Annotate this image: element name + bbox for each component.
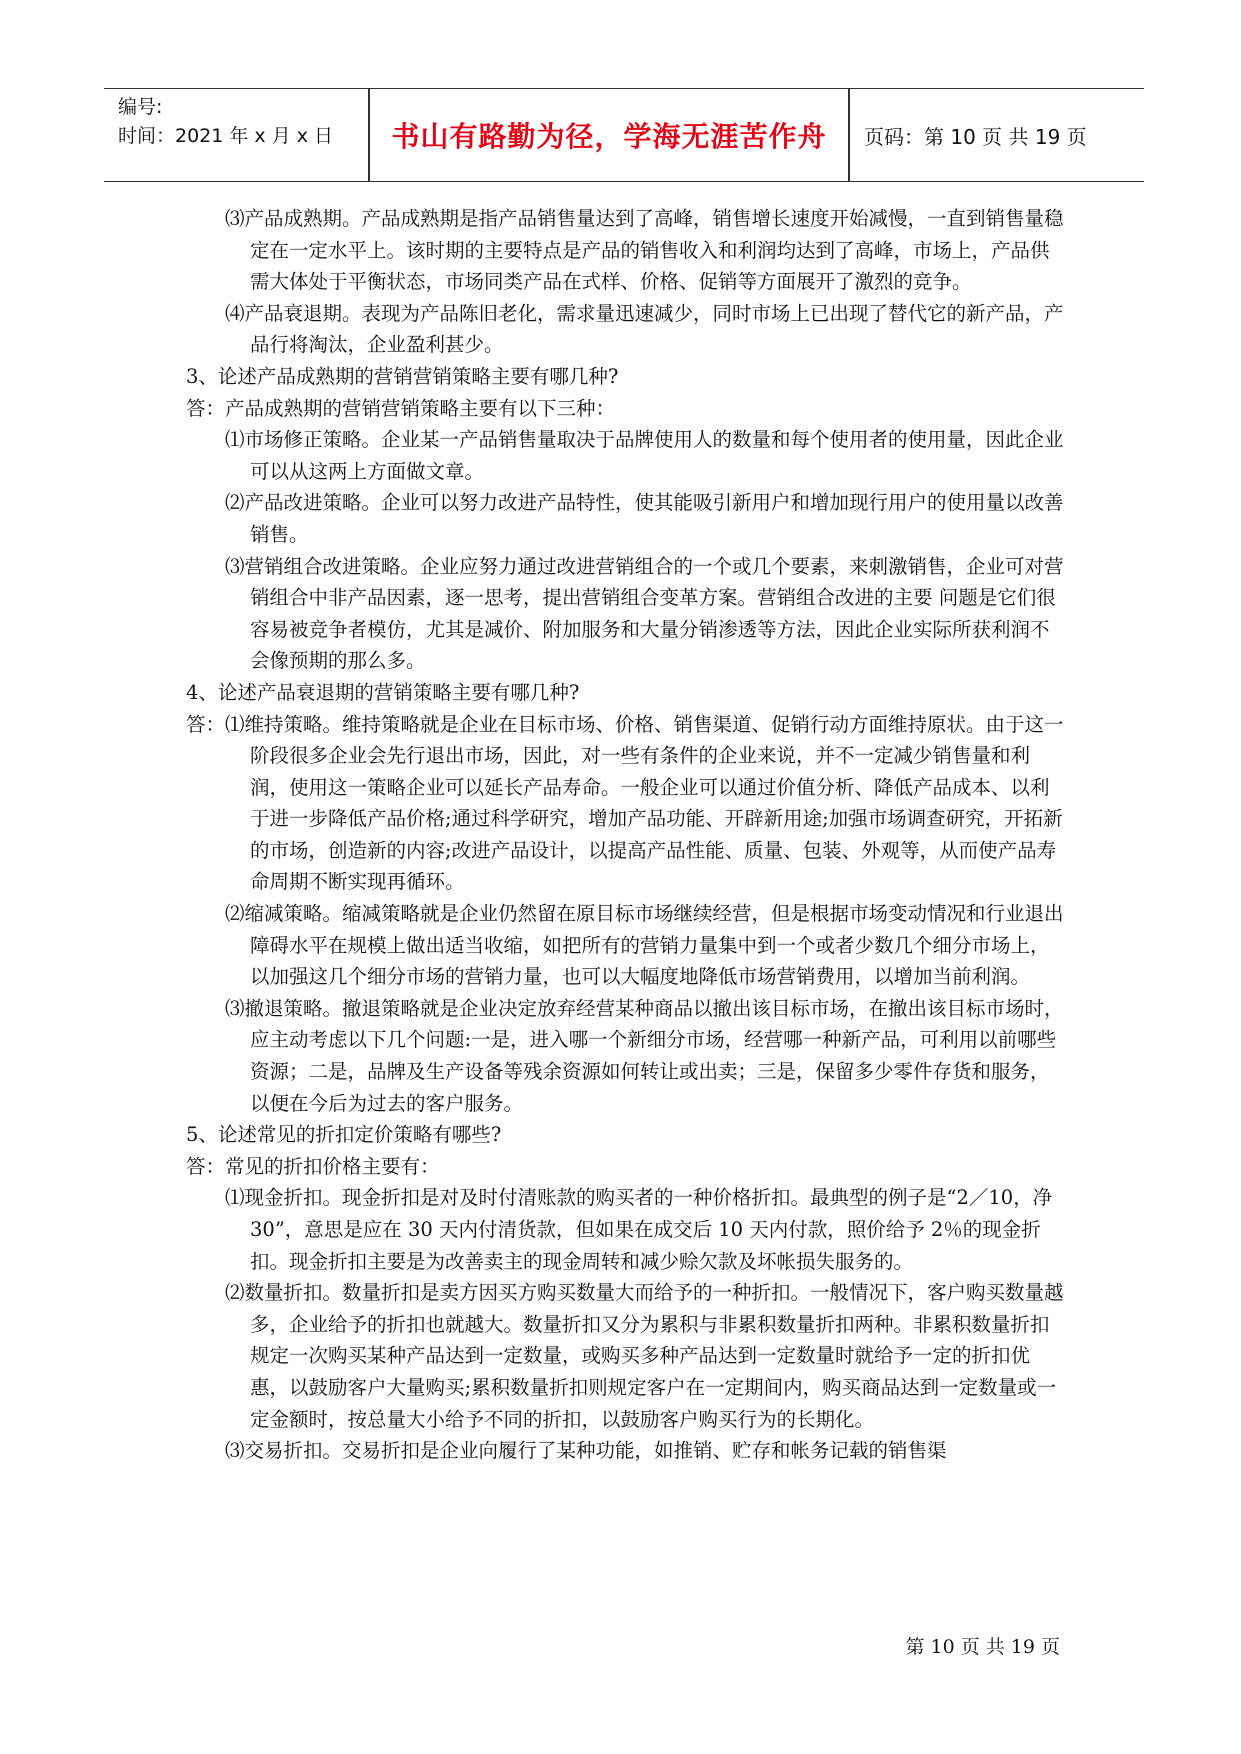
header-meta <box>118 93 368 151</box>
paragraph-item: ⑷产品衰退期。表现为产品陈旧老化，需求量迅速减少，同时市场上已出现了替代它的新产品，产品行将淘汰，企业盈利甚少。 <box>225 301 1064 357</box>
header-divider <box>848 89 850 181</box>
paragraph-item: ⑵数量折扣。数量折扣是卖方因买方购买数量大而给予的一种折扣。一般情况下，客户购买数量越多，企业给予的折扣也就越大。数量折扣又分为累积与非累积数量折扣两种。非累积数量折扣规定一次购买某种产品达到一定数量，或购买多种产品达到一定数量时就给予一定的折扣优惠，以鼓励客户大量购买;累积数量折扣则规定客户在一定期间内，购买商品达到一定数量或一定金额时，按总量大小给予不同的折扣，以鼓励客户购买行为的长期化。 <box>225 1281 1064 1431</box>
document-body <box>186 203 1066 1467</box>
paragraph-item: ⑵产品改进策略。企业可以努力改进产品特性，使其能吸引新用户和增加现行用户的使用量以改善销售。 <box>225 491 1064 546</box>
paragraph-item: ⑶产品成熟期。产品成熟期是指产品销售量达到了高峰，销售增长速度开始减慢，一直到销售量稳定在一定水平上。该时期的主要特点是产品的销售收入和利润均达到了高峰，市场上，产品供需大体处于平衡状态，市场同类产品在式样、价格、促销等方面展开了激烈的竞争。 <box>225 207 1064 294</box>
answer-intro: 答：产品成熟期的营销营销策略主要有以下三种： <box>186 396 616 420</box>
date-label: 时间：2021 年 x 月 x 日 <box>118 125 334 147</box>
page-header <box>104 88 1144 182</box>
header-motto: 书山有路勤为径，学海无涯苦作舟 <box>391 120 827 153</box>
paragraph-item: ⑴现金折扣。现金折扣是对及时付清账款的购买者的一种价格折扣。最典型的例子是“2／10，净 30”，意思是应在 30 天内付清货款，但如果在成交后 10 天内付款，照价给予 2％的现金折扣。现金折扣主要是为改善卖主的现金周转和减少赊欠款及坏帐损失服务的。 <box>225 1186 1053 1273</box>
header-page-info: 页码：第 10 页 共 19 页 <box>864 124 1087 149</box>
paragraph-item: ⑶撤退策略。撤退策略就是企业决定放弃经营某种商品以撤出该目标市场，在撤出该目标市场时，应主动考虑以下几个问题:一是，进入哪一个新细分市场，经营哪一种新产品，可利用以前哪些资源；二是，品牌及生产设备等残余资源如何转让或出卖；三是，保留多少零件存货和服务，以便在今后为过去的客户服务。 <box>225 996 1064 1115</box>
answer-item: 答：⑴维持策略。维持策略就是企业在目标市场、价格、销售渠道、促销行动方面维持原状。由于这一阶段很多企业会先行退出市场，因此，对一些有条件的企业来说，并不一定减少销售量和利润，使用这一策略企业可以延长产品寿命。一般企业可以通过价值分析、降低产品成本、以利于进一步降低产品价格;通过科学研究，增加产品功能、开辟新用途;加强市场调查研究，开拓新的市场，创造新的内容;改进产品设计，以提高产品性能、质量、包装、外观等，从而使产品寿命周期不断实现再循环。 <box>186 712 1064 894</box>
answer-intro: 答：常见的折扣价格主要有： <box>186 1154 440 1178</box>
question-heading: 3、论述产品成熟期的营销营销策略主要有哪几种? <box>186 364 619 388</box>
question-heading: 5、论述常见的折扣定价策略有哪些? <box>186 1123 502 1147</box>
paragraph-item: ⑶营销组合改进策略。企业应努力通过改进营销组合的一个或几个要素，来刺激销售，企业可对营销组合中非产品因素，逐一思考，提出营销组合变革方案。营销组合改进的主要 问题是它们很容易被竞争者模仿，尤其是减价、附加服务和大量分销渗透等方法，因此企业实际所获利润不会像预期的那么多。 <box>225 554 1064 673</box>
paragraph-item: ⑵缩减策略。缩减策略就是企业仍然留在原目标市场继续经营，但是根据市场变动情况和行业退出障碍水平在规模上做出适当收缩，如把所有的营销力量集中到一个或者少数几个细分市场上，以加强这几个细分市场的营销力量，也可以大幅度地降低市场营销费用，以增加当前利润。 <box>225 902 1064 989</box>
serial-number-label: 编号: <box>118 96 163 118</box>
paragraph-item: ⑴市场修正策略。企业某一产品销售量取决于品牌使用人的数量和每个使用者的使用量，因此企业可以从这两上方面做文章。 <box>225 428 1064 483</box>
page-footer: 第 10 页 共 19 页 <box>905 1636 1060 1658</box>
paragraph-item: ⑶交易折扣。交易折扣是企业向履行了某种功能，如推销、贮存和帐务记载的销售渠 <box>225 1439 947 1463</box>
question-heading: 4、论述产品衰退期的营销策略主要有哪几种? <box>186 680 580 704</box>
